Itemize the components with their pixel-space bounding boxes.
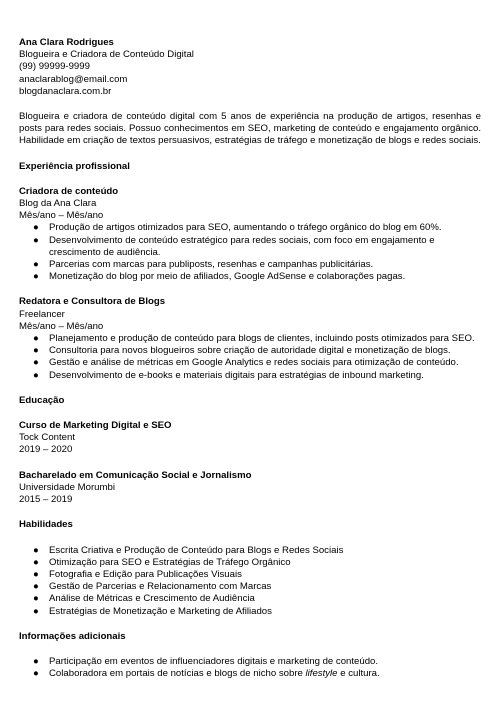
bullet-text: Parcerias com marcas para publiposts, resenhas e campanhas publicitárias.: [49, 259, 374, 271]
bullet-icon: ●: [33, 345, 39, 357]
list-item: [19, 259, 481, 271]
skill-text: Gestão de Parcerias e Relacionamento com Marcas: [49, 581, 272, 593]
additional-info-list: [19, 656, 481, 680]
bullet-icon: ●: [33, 568, 39, 580]
bullet-icon: ●: [33, 655, 39, 667]
experience-heading: Experiência profissional: [19, 160, 130, 172]
bullet-text: Gestão e análise de métricas em Google Analytics e redes sociais para otimização de conteúdo.: [49, 357, 459, 369]
candidate-name: Ana Clara Rodrigues: [19, 37, 114, 48]
bullet-icon: ●: [33, 593, 39, 605]
phone-number: (99) 99999-9999: [19, 61, 90, 73]
website-url: blogdanaclara.com.br: [19, 85, 112, 97]
bullet-text: Produção de artigos otimizados para SEO, aumentando o tráfego orgânico do blog em 60%.: [49, 222, 442, 234]
list-item: [19, 569, 481, 581]
skills-heading: Habilidades: [19, 519, 73, 531]
bullet-icon: ●: [33, 581, 39, 593]
list-item: [19, 545, 481, 557]
skill-text: Análise de Métricas e Crescimento de Audiência: [49, 593, 255, 605]
email-address: anaclarablog@email.com: [19, 73, 128, 85]
list-item: [19, 271, 481, 283]
job-company: Blog da Ana Clara: [19, 198, 97, 210]
course-name: Curso de Marketing Digital e SEO: [19, 420, 172, 432]
bullet-text: Planejamento e produção de conteúdo para blogs de clientes, incluindo posts otimizados para SEO.: [49, 333, 475, 345]
job-company: Freelancer: [19, 308, 65, 320]
education-heading: Educação: [19, 394, 65, 406]
school-name: Universidade Morumbi: [19, 481, 115, 493]
list-item: [19, 606, 481, 618]
bullet-icon: ●: [33, 357, 39, 369]
additional-text: Participação em eventos de influenciadores digitais e marketing de conteúdo.: [49, 655, 379, 667]
additional-text: [49, 668, 380, 679]
job-bullets: [19, 222, 481, 283]
list-item: [19, 557, 481, 569]
job-entry: [19, 296, 481, 381]
bullet-icon: ●: [33, 271, 39, 283]
text-segment: Colaboradora em portais de notícias e blogs de nicho sobre: [49, 668, 306, 680]
list-item: [19, 357, 481, 369]
list-item: [19, 222, 481, 234]
school-name: Tock Content: [19, 432, 75, 444]
skill-text: Otimização para SEO e Estratégias de Tráfego Orgânico: [49, 556, 291, 568]
job-entry: [19, 186, 481, 284]
text-segment: e cultura.: [337, 668, 380, 680]
education-entry: [19, 470, 481, 507]
list-item: [19, 370, 481, 382]
list-item: [19, 581, 481, 593]
bullet-icon: ●: [33, 544, 39, 556]
list-item: [19, 235, 481, 259]
bullet-text: Monetização do blog por meio de afiliados, Google AdSense e colaborações pagas.: [49, 271, 406, 283]
bullet-icon: ●: [33, 222, 39, 234]
education-period: 2019 – 2020: [19, 444, 73, 456]
job-role: Criadora de conteúdo: [19, 185, 119, 197]
italic-text: lifestyle: [305, 668, 338, 680]
education-period: 2015 – 2019: [19, 494, 73, 506]
list-item: [19, 333, 481, 345]
bullet-icon: ●: [33, 556, 39, 568]
skill-text: Estratégias de Monetização e Marketing de Afiliados: [49, 605, 272, 617]
bullet-icon: ●: [33, 234, 39, 246]
bullet-icon: ●: [33, 369, 39, 381]
bullet-text: Desenvolvimento de e-books e materiais digitais para estratégias de inbound marketing.: [49, 369, 424, 381]
bullet-icon: ●: [33, 605, 39, 617]
list-item: [19, 345, 481, 357]
bullet-icon: ●: [33, 668, 39, 680]
job-role: Redatora e Consultora de Blogs: [19, 296, 166, 308]
bullet-icon: ●: [33, 333, 39, 345]
course-name: Bacharelado em Comunicação Social e Jornalismo: [19, 469, 252, 481]
professional-summary: Blogueira e criadora de conteúdo digital com 5 anos de experiência na produção de artigos, resenhas e posts para redes sociais. Possuo conhecimentos em SEO, marketing de conteúdo e engajamento orgânico. Habilidade em criação de textos persuasivos, estratégias de tráfego e monetização de blogs e redes sociais.: [19, 111, 481, 147]
resume-document: [19, 37, 481, 680]
bullet-text: Consultoria para novos blogueiros sobre criação de autoridade digital e monetização de blogs.: [49, 345, 451, 357]
skills-list: [19, 545, 481, 618]
candidate-title: Blogueira e Criadora de Conteúdo Digital: [19, 49, 194, 61]
job-period: Mês/ano – Mês/ano: [19, 210, 104, 222]
list-item: [19, 593, 481, 605]
list-item: [19, 668, 481, 680]
bullet-icon: ●: [33, 259, 39, 271]
job-bullets: [19, 333, 481, 382]
additional-info-heading: Informações adicionais: [19, 630, 126, 642]
bullet-text: Desenvolvimento de conteúdo estratégico para redes sociais, com foco em engajamento e crescimento de audiência.: [49, 234, 435, 258]
education-entry: [19, 420, 481, 457]
skill-text: Escrita Criativa e Produção de Conteúdo para Blogs e Redes Sociais: [49, 544, 344, 556]
list-item: [19, 656, 481, 668]
skill-text: Fotografia e Edição para Publicações Visuais: [49, 568, 242, 580]
job-period: Mês/ano – Mês/ano: [19, 320, 104, 332]
